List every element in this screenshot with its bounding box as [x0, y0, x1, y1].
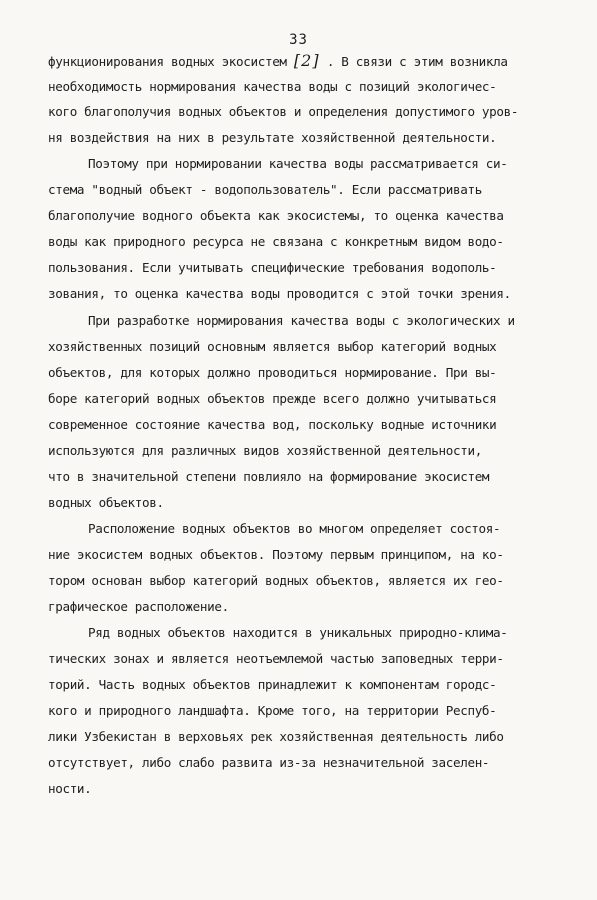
text-line: Ряд водных объектов находится в уникальных природно-клима- — [88, 625, 508, 640]
text-line: торий. Часть водных объектов принадлежит к компонентам городс- — [48, 677, 497, 692]
text-line: тических зонах и является неотъемлемой частью заповедных терри- — [48, 651, 504, 666]
text-segment: . В связи с этим возникла — [326, 54, 508, 69]
text-line: боре категорий водных объектов прежде всего должно учитываться — [48, 391, 497, 406]
text-line: необходимость нормирования качества воды с позиций экологичес- — [48, 79, 497, 94]
text-line: ности. — [48, 781, 92, 796]
text-line: ние экосистем водных объектов. Поэтому первым принципом, на ко- — [48, 547, 504, 562]
text-line: водных объектов. — [48, 495, 164, 510]
text-line: кого и природного ландшафта. Кроме того, на территории Респуб- — [48, 703, 497, 718]
text-line: хозяйственных позиций основным является выбор категорий водных — [48, 339, 497, 354]
text-line: Расположение водных объектов во многом определяет состоя- — [88, 521, 501, 536]
text-line: лики Узбекистан в верховьях рек хозяйственная деятельность либо — [48, 729, 504, 744]
text-line: что в значительной степени повлияло на формирование экосистем — [48, 469, 490, 484]
text-line: тором основан выбор категорий водных объектов, является их гео- — [48, 573, 504, 588]
text-line: При разработке нормирования качества воды с экологических и — [88, 313, 515, 328]
text-line: кого благополучия водных объектов и определения допустимого уров- — [48, 104, 519, 119]
text-line: пользования. Если учитывать специфические требования водополь- — [48, 260, 497, 275]
page-number: 33 — [289, 32, 308, 48]
citation-ref: [2] — [293, 51, 320, 70]
text-line: отсутствует, либо слабо развита из-за незначительной заселен- — [48, 755, 490, 770]
text-line: Поэтому при нормировании качества воды рассматривается си- — [88, 156, 508, 171]
text-line: ня воздействия на них в результате хозяйственной деятельности. — [48, 130, 497, 145]
text-segment: функционирования водных экосистем — [48, 54, 287, 69]
text-line: объектов, для которых должно проводиться нормирование. При вы- — [48, 365, 497, 380]
text-line: современное состояние качества вод, поскольку водные источники — [48, 417, 497, 432]
text-line: воды как природного ресурса не связана с конкретным видом водо- — [48, 234, 504, 249]
text-line: стема "водный объект - водопользователь". Если рассматривать — [48, 182, 482, 197]
text-line — [48, 51, 508, 70]
text-line: благополучие водного объекта как экосистемы, то оценка качества — [48, 208, 504, 223]
text-line: зования, то оценка качества воды проводится с этой точки зрения. — [48, 286, 511, 301]
text-line: используются для различных видов хозяйственной деятельности, — [48, 443, 482, 458]
text-line: графическое расположение. — [48, 599, 229, 614]
